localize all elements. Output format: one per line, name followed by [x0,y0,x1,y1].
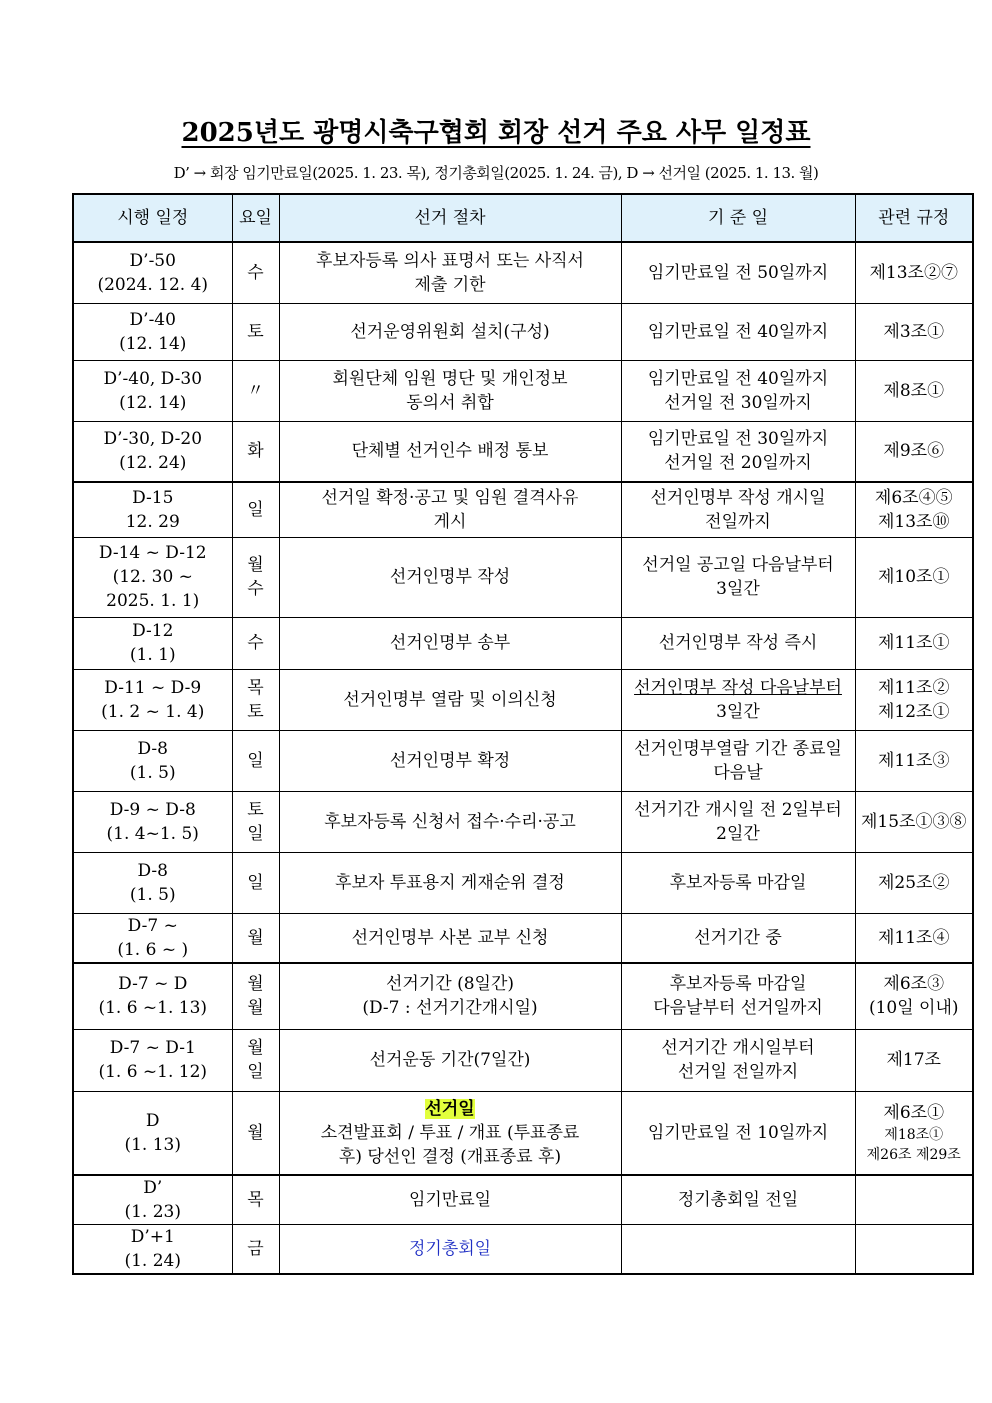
rule-cell-line: 제11조② [878,677,950,698]
basis-cell-line: 선거기간 개시일 전 2일부터 [634,799,842,820]
schedule-cell-line: (1. 6 ~1. 13) [98,998,208,1019]
rule-cell-line: 제18조① [884,1126,944,1143]
procedure-cell-line: 선거인명부 확정 [389,750,511,771]
procedure-cell [279,242,621,303]
day-cell-line: 월 [247,1038,264,1058]
table-row [73,730,973,791]
day-cell [232,617,279,669]
basis-cell-line: 선거일 전일까지 [677,1062,799,1082]
schedule-cell-line: D’-40, D-30 [103,368,203,389]
day-cell-line: 토 [247,321,264,342]
day-cell [232,852,279,913]
basis-cell [621,360,855,421]
schedule-cell-line: D-14 ~ D-12 [98,543,207,563]
schedule-cell-line: 12. 29 [125,511,180,532]
rule-cell [855,1091,973,1175]
day-cell [232,669,279,730]
day-cell [232,913,279,963]
schedule-cell [73,242,232,303]
rule-cell-line: 제10조① [878,567,950,587]
rule-cell [855,730,973,791]
day-cell [232,303,279,360]
rule-cell [855,1175,973,1225]
schedule-cell-line: (1. 23) [124,1202,182,1222]
table-row [73,963,973,1029]
day-cell-line: 월 [247,974,264,995]
day-cell [232,242,279,303]
rule-cell [855,963,973,1029]
procedure-cell-line: 선거인명부 사본 교부 신청 [351,927,549,948]
table-row [73,1175,973,1225]
basis-cell-line: 선거일 전 20일까지 [664,453,812,474]
table-row [73,852,973,913]
procedure-cell [279,852,621,913]
day-cell-line: 일 [247,872,264,893]
schedule-cell-line: D’-40 [129,309,176,330]
schedule-cell [73,730,232,791]
schedule-cell-line: (1. 13) [124,1134,182,1155]
procedure-cell-line: 선거기간 (8일간) [385,974,515,995]
procedure-cell-line: 후보자등록 의사 표명서 또는 사직서 [316,250,584,271]
schedule-cell [73,963,232,1029]
basis-cell [621,1091,855,1175]
rule-cell-line: 제8조① [883,380,945,401]
schedule-cell-line: D [145,1110,160,1131]
day-cell [232,1029,279,1091]
day-cell-line: 토 [247,701,264,722]
day-cell [232,1091,279,1175]
table-row [73,913,973,963]
day-cell [232,1225,279,1275]
schedule-cell-line: 2025. 1. 1) [106,591,200,611]
procedure-cell [279,1175,621,1225]
procedure-cell-line: 제출 기한 [414,274,486,295]
header-day: 요일 [232,194,279,242]
table-row [73,537,973,617]
table-row [73,482,973,537]
basis-cell [621,791,855,852]
basis-cell-line: 정기총회일 전일 [677,1190,799,1210]
basis-cell-line: 3일간 [716,579,760,599]
schedule-cell-line: (1. 2 ~ 1. 4) [101,701,205,722]
schedule-cell-line: D-7 ~ D [118,974,188,995]
schedule-cell-line: (1. 6 ~ ) [117,939,189,960]
schedule-cell [73,913,232,963]
schedule-cell-line: D-7 ~ D-1 [109,1038,196,1058]
basis-cell-line: 전일까지 [705,511,771,532]
rule-cell [855,1029,973,1091]
day-cell-line: 금 [247,1239,264,1259]
schedule-cell-line: D-8 [137,738,168,759]
table-row [73,242,973,303]
procedure-cell [279,913,621,963]
rule-cell [855,360,973,421]
basis-cell [621,421,855,482]
procedure-cell [279,360,621,421]
day-cell-line: 일 [247,1062,264,1082]
procedure-cell [279,1225,621,1275]
rule-cell-line: 제25조② [878,872,950,893]
basis-cell [621,669,855,730]
schedule-cell-line: (12. 14) [119,392,187,413]
day-cell-line: 월 [247,555,264,575]
day-cell [232,421,279,482]
procedure-cell [279,1091,621,1175]
schedule-cell [73,1029,232,1091]
procedure-cell-line: 선거운영위원회 설치(구성) [350,321,550,342]
rule-cell-line: 제11조④ [878,927,950,948]
procedure-cell [279,537,621,617]
rule-cell [855,617,973,669]
day-cell [232,482,279,537]
basis-cell-line: 3일간 [716,701,760,722]
schedule-cell [73,1175,232,1225]
basis-cell-line: 선거기간 중 [694,927,782,948]
basis-cell [621,963,855,1029]
procedure-cell [279,669,621,730]
basis-cell-line: 선거인명부 작성 다음날부터 [634,677,842,698]
basis-cell-line: 후보자등록 마감일 [669,872,807,893]
page-subtitle: D’ → 회장 임기만료일(2025. 1. 23. 목), 정기총회일(2025. 1. 24. 금), D → 선거일 (2025. 1. 13. 월) [173,164,819,182]
rule-cell-line: 제15조①③⑧ [861,811,967,832]
rule-cell-line: 제17조 [886,1050,941,1070]
table-row [73,303,973,360]
schedule-cell [73,791,232,852]
day-cell-line: 화 [247,441,264,462]
rule-cell-line: 제13조⑩ [878,511,950,532]
day-cell [232,791,279,852]
schedule-cell [73,360,232,421]
basis-cell [621,617,855,669]
procedure-cell-line: (D-7 : 선거기간개시일) [362,998,538,1019]
basis-cell-line: 임기만료일 전 40일까지 [647,368,829,389]
day-cell-line: 수 [247,579,264,599]
rule-cell-line: 제26조 제29조 [866,1146,961,1163]
table-row [73,1029,973,1091]
schedule-cell-line: (12. 30 ~ [112,567,193,587]
schedule-cell [73,669,232,730]
rule-cell-line: (10일 이내) [868,998,959,1019]
page-title: 2025년도 광명시축구협회 회장 선거 주요 사무 일정표 [181,118,811,148]
basis-cell [621,1175,855,1225]
day-cell-line: 일 [247,750,264,771]
basis-cell-line: 임기만료일 전 30일까지 [647,429,829,450]
schedule-cell-line: D’-50 [129,250,176,271]
rule-cell-line: 제6조③ [883,974,945,995]
basis-cell-line: 임기만료일 전 10일까지 [647,1122,829,1143]
schedule-cell-line: D-11 ~ D-9 [104,677,202,698]
rule-cell [855,791,973,852]
procedure-cell [279,421,621,482]
schedule-cell-line: (1. 6 ~1. 12) [98,1062,208,1082]
schedule-cell-line: D’+1 [130,1227,175,1247]
basis-cell-line: 다음날부터 선거일까지 [653,998,823,1019]
procedure-cell-line: 소견발표회 / 투표 / 개표 (투표종료 [320,1122,580,1143]
schedule-cell-line: (12. 14) [119,333,187,354]
basis-cell-line: 선거인명부열람 기간 종료일 [634,738,842,759]
day-cell-line: 월 [247,998,264,1019]
basis-cell [621,242,855,303]
schedule-cell-line: (1. 1) [129,645,176,665]
rule-cell-line: 제11조③ [878,750,950,771]
procedure-cell-line: 단체별 선거인수 배정 통보 [351,441,549,462]
procedure-cell [279,482,621,537]
basis-cell-line: 선거일 전 30일까지 [664,392,812,413]
basis-cell-line: 선거인명부 작성 즉시 [658,633,818,653]
day-cell-line: 토 [247,799,264,820]
procedure-cell [279,791,621,852]
basis-cell-line: 임기만료일 전 40일까지 [647,321,829,342]
schedule-cell-line: D-9 ~ D-8 [109,799,196,820]
table-row [73,791,973,852]
day-cell-line: 목 [247,677,264,698]
day-cell [232,360,279,421]
schedule-cell [73,537,232,617]
schedule-cell-line: D-15 [132,487,174,508]
procedure-cell-line: 후보자등록 신청서 접수·수리·공고 [324,811,576,832]
schedule-cell [73,421,232,482]
rule-cell [855,482,973,537]
procedure-cell-line: 정기총회일 [408,1239,492,1259]
basis-cell-line: 선거인명부 작성 개시일 [650,487,826,508]
schedule-cell-line: (1. 24) [124,1251,182,1271]
basis-cell [621,537,855,617]
basis-cell [621,852,855,913]
basis-cell-line: 임기만료일 전 50일까지 [647,262,829,283]
schedule-cell-line: (1. 4~1. 5) [106,823,199,844]
day-cell-line: 목 [247,1190,264,1210]
procedure-cell-line: 후) 당선인 결정 (개표종료 후) [338,1146,562,1167]
schedule-cell [73,303,232,360]
rule-cell-line: 제6조① [883,1102,945,1123]
procedure-cell-line: 임기만료일 [408,1190,492,1210]
basis-cell-line: 후보자등록 마감일 [669,974,807,995]
procedure-cell-line: 선거인명부 열람 및 이의신청 [343,689,557,710]
procedure-cell-line: 후보자 투표용지 게재순위 결정 [335,872,565,893]
rule-cell-line: 제6조④⑤ [874,487,953,508]
rule-cell-line: 제3조① [883,321,945,342]
procedure-cell-line: 선거운동 기간(7일간) [369,1050,531,1070]
schedule-cell [73,852,232,913]
day-cell-line: 월 [247,927,264,948]
day-cell-line: 수 [247,633,264,653]
rule-cell [855,669,973,730]
basis-cell [621,1225,855,1275]
day-cell [232,963,279,1029]
header-procedure: 선거 절차 [279,194,621,242]
procedure-cell-line: 게시 [433,511,467,532]
schedule-cell-line: (1. 5) [129,884,176,905]
day-cell [232,537,279,617]
rule-cell [855,852,973,913]
procedure-cell [279,617,621,669]
procedure-cell [279,1029,621,1091]
schedule-cell [73,1091,232,1175]
rule-cell-line: 제12조① [878,701,950,722]
schedule-cell-line: (1. 5) [129,762,176,783]
day-cell-line: 〃 [247,380,264,401]
schedule-cell-line: (2024. 12. 4) [97,274,209,295]
table-row [73,1091,973,1175]
election-day-highlight [284,1097,617,1121]
header-schedule: 시행 일정 [73,194,232,242]
schedule-table [72,193,974,1275]
procedure-cell [279,303,621,360]
procedure-cell [279,730,621,791]
basis-cell-line: 2일간 [716,823,760,844]
schedule-cell [73,617,232,669]
table-row [73,617,973,669]
procedure-cell-line: 선거인명부 작성 [389,567,511,587]
rule-cell-line: 제13조②⑦ [869,262,958,283]
procedure-cell-line: 동의서 취합 [406,392,494,413]
day-cell [232,730,279,791]
procedure-cell-line: 선거일 확정·공고 및 임원 결격사유 [321,487,579,508]
table-row [73,1225,973,1275]
procedure-cell [279,963,621,1029]
rule-cell [855,913,973,963]
procedure-cell-line: 회원단체 임원 명단 및 개인정보 [332,368,568,389]
basis-cell [621,482,855,537]
basis-cell [621,1029,855,1091]
table-row [73,421,973,482]
day-cell [232,1175,279,1225]
basis-cell [621,913,855,963]
table-row [73,360,973,421]
schedule-cell-line: D-7 ~ [127,915,178,936]
rule-cell [855,1225,973,1275]
rule-cell [855,242,973,303]
rule-cell [855,421,973,482]
rule-cell [855,537,973,617]
schedule-cell-line: D-12 [132,621,174,641]
basis-cell-line: 선거기간 개시일부터 [661,1038,815,1058]
header-rule: 관련 규정 [855,194,973,242]
table-row [73,669,973,730]
basis-cell-line: 선거일 공고일 다음날부터 [642,555,834,575]
procedure-cell-line: 선거인명부 송부 [389,633,511,653]
basis-cell-line: 다음날 [713,762,763,783]
basis-cell [621,303,855,360]
rule-cell-line: 제11조① [878,633,950,653]
schedule-cell-line: (12. 24) [119,453,187,474]
schedule-cell [73,1225,232,1275]
header-basis: 기 준 일 [621,194,855,242]
schedule-cell-line: D’ [143,1178,163,1198]
day-cell-line: 일 [247,823,264,844]
rule-cell [855,303,973,360]
day-cell-line: 월 [247,1122,264,1143]
basis-cell [621,730,855,791]
schedule-cell-line: D’-30, D-20 [103,429,203,450]
rule-cell-line: 제9조⑥ [883,441,945,462]
schedule-cell-line: D-8 [137,860,168,881]
day-cell-line: 수 [247,262,264,283]
schedule-cell [73,482,232,537]
election-day-label: 선거일 [425,1098,475,1119]
day-cell-line: 일 [247,499,264,520]
table-header-row [73,194,973,242]
